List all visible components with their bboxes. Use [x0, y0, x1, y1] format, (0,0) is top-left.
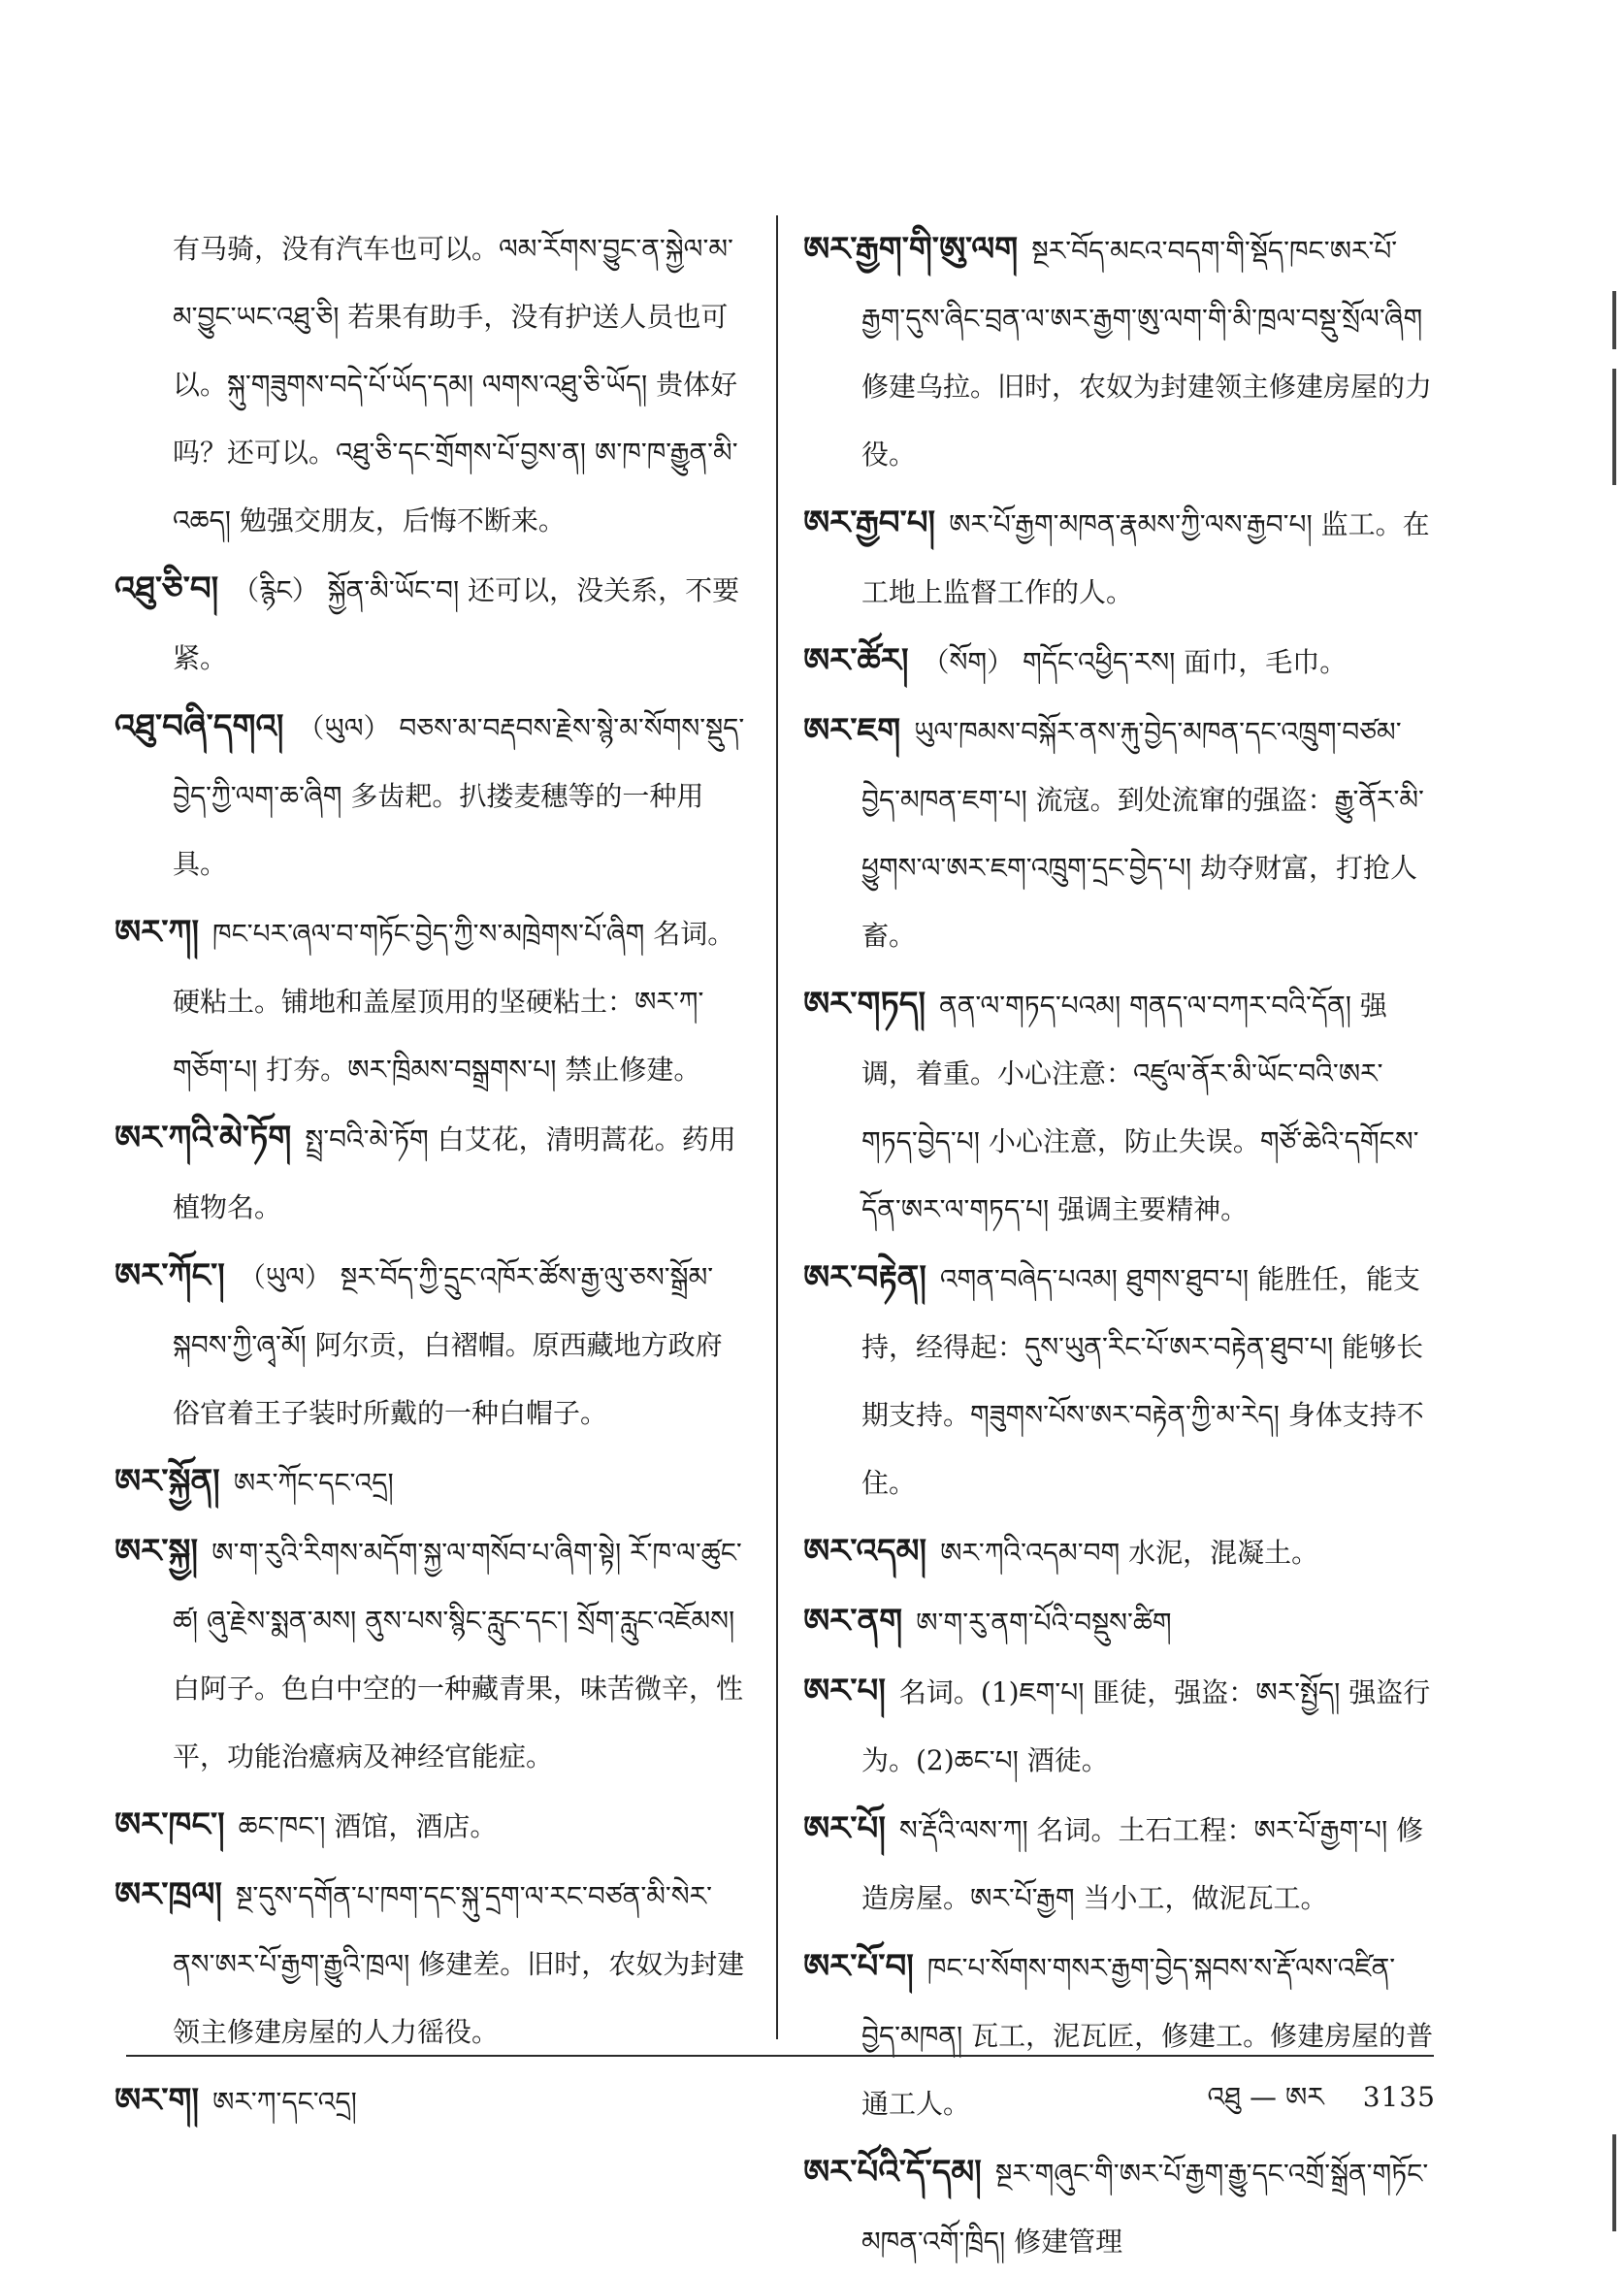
dictionary-entry	[803, 697, 1434, 970]
entry-headword: ཨར་སྐྱ།	[114, 1532, 199, 1571]
entry-definition: ནན་ལ་གཏད་པའམ། གནད་ལ་བཀར་བའི་དོན། 强调，着重。小心注意：འཛུལ་ནོར་མི་ཡོང་བའི་ཨར་གཏད་བྱེད་པ། 小心注意，防止失误。གཙོ་ཆེའི་དགོངས་དོན་ཨར་ལ་གཏད་པ། 强调主要精神。	[861, 990, 1419, 1225]
entry-definition: ཁང་པ་སོགས་གསར་རྒྱག་བྱེད་སྐབས་ས་རྡོ་ལས་འཛིན་བྱེད་མཁན། 瓦工，泥瓦匠，修建工。修建房屋的普通工人。	[861, 1952, 1434, 2120]
entry-definition: སྔར་བོད་མངའ་བདག་གི་སྡོད་ཁང་ཨར་པོ་རྒྱག་དུས་ཞིང་བྲན་ལ་ཨར་རྒྱག་ཨུ་ལག་གི་མི་ཁྲལ་བསྡུ་སྲོལ་ཞིག 修建乌拉。旧时，农奴为封建领主修建房屋的力役。	[861, 235, 1433, 471]
dictionary-entry	[803, 627, 1434, 697]
left-column	[114, 215, 747, 2136]
continuation-text: 有马骑，没有汽车也可以。ལམ་ཪོགས་བྱུང་ན་སྐྱེལ་མ་མ་བྱུང་ཡང་འཐུ་ཅི། 若果有助手，没有护送人员也可以。སྐུ་གཟུགས་བདེ་པོ་ཡོད་དམ། ལགས་འཐུ་ཅི་ཡོད། 贵体好吗？还可以。འཐུ་ཅི་དང་གྲོགས་པོ་བྱས་ན། ཨ་ཁ་ཁ་རྒྱུན་མི་འཆད། 勉强交朋友，后悔不断来。	[173, 233, 738, 536]
entry-definition: འགན་བཞེད་པའམ། ཐུགས་ཐུབ་པ། 能胜任，能支持，经得起：དུས་ཡུན་རིང་པོ་ཨར་བརྟེན་ཐུབ་པ། 能够长期支持。གཟུགས་པོས་ཨར་བརྟེན་ཀྱི་མ་རེད། 身体支持不住。	[861, 1263, 1424, 1499]
entry-headword: ཨར་ཚོར།	[803, 641, 909, 680]
dictionary-entry	[114, 1104, 747, 1242]
entry-headword: ཨར་པོ་བ།	[803, 1947, 914, 1986]
dictionary-entry	[803, 215, 1434, 489]
entry-definition: ཨ་ག་རུ་ནག་པོའི་བསྡུས་ཚིག	[916, 1607, 1172, 1639]
dictionary-entry	[114, 898, 747, 1104]
dictionary-entry	[114, 1517, 747, 1791]
dictionary-entry	[803, 489, 1434, 627]
entry-definition: （ཡུལ） སྔར་བོད་ཀྱི་དྲུང་འཁོར་ཚོས་རྒྱ་ལུ་ཅས་སྒྲོམ་སྐབས་ཀྱི་ཞྭ་མོ། 阿尔贡，白褶帽。原西藏地方政府俗官着王子装时所戴的一种白帽子。	[173, 1261, 723, 1429]
entry-headword: ཨར་ནག	[803, 1602, 903, 1641]
column-divider	[776, 215, 778, 2039]
dictionary-entry	[803, 1657, 1434, 1795]
dictionary-entry	[114, 1447, 747, 1517]
entry-headword: ཨར་ཁྲལ།	[114, 1875, 222, 1914]
dictionary-entry	[803, 1517, 1434, 1587]
entry-definition: སྔར་གཞུང་གི་ཨར་པོ་རྒྱག་རྒྱུ་དང་འགྲོ་སྒྲོན་གཏོང་མཁན་འགོ་ཁྲིད། 修建管理	[861, 2158, 1429, 2258]
dictionary-entry	[803, 2138, 1434, 2276]
left-entries	[114, 555, 747, 2136]
dictionary-entry	[114, 693, 747, 898]
entry-headword: ཨར་ག།	[114, 2081, 200, 2120]
entry-headword: འཐུ་ཅི་བ།	[114, 569, 219, 608]
entry-headword: ཨར་ཀ།	[114, 913, 200, 952]
dictionary-entry	[114, 1861, 747, 2066]
entry-definition: ཨར་ཀ་དང་འདྲ།	[212, 2086, 357, 2118]
entry-headword: ཨར་རྒྱག་གི་ཨུ་ལག	[803, 230, 1019, 269]
entry-definition: （ཡུལ） བཅས་མ་བརྡབས་རྗེས་སྙེ་མ་སོགས་སྡུད་བྱེད་ཀྱི་ལག་ཆ་ཞིག 多齿耙。扒搂麦穗等的一种用具。	[173, 712, 745, 880]
page-footer	[1164, 2066, 1436, 2143]
entry-definition: ཨར་ཀོང་དང་འདྲ།	[233, 1467, 394, 1499]
entry-definition: ཡུལ་ཁམས་བསྐོར་ནས་རྐུ་བྱེད་མཁན་དང་འཁྲུག་བཙམ་བྱེད་མཁན་ཇག་པ། 流寇。到处流窜的强盗：རྒྱུ་ནོར་མི་ཕྱུགས་ལ་ཨར་ཇག་འཁྲུག་དྲང་བྱེད་པ། 劫夺财富，打抢人畜。	[861, 716, 1424, 952]
right-entries	[803, 215, 1434, 2276]
entry-headword: ཨར་པོའི་དོ་དམ།	[803, 2153, 982, 2192]
page-number: 3135	[1362, 2081, 1436, 2113]
dictionary-entry	[114, 555, 747, 693]
entry-headword: ཨར་ཀོང་།	[114, 1256, 225, 1295]
entry-headword: ཨར་གཏད།	[803, 985, 926, 1024]
entry-definition: ཨ་ག་རུའི་རིགས་མདོག་སྐྱ་ལ་གསོབ་པ་ཞིག་སྟེ། རོ་ཁ་ལ་ཚུང་ཚ། ཞུ་རྗེས་སྨན་མས། ནུས་པས་སྙིང་རླུང་དང་། སྲོག་རླུང་འཇོམས། 白阿子。色白中空的一种藏青果，味苦微辛，性平，功能治癔病及神经官能症。	[173, 1537, 744, 1772]
entry-headword: ཨར་པ།	[803, 1672, 886, 1710]
entry-headword: འཐུ་བཞི་དགའ།	[114, 707, 284, 746]
entry-definition: ས་རྡོའི་ལས་ཀ། 名词。土石工程：ཨར་པོ་རྒྱག་པ། 修造房屋。ཨར་པོ་རྒྱག 当小工，做泥瓦工。	[861, 1814, 1424, 1914]
entry-definition: 名词。(1)ཇག་པ། 匪徒，强盗：ཨར་སྤྱོད། 强盗行为。(2)ཆང་པ། 酒徒。	[861, 1676, 1431, 1776]
page-range: འཐུ — ཨར	[1207, 2081, 1324, 2113]
entry-headword: ཨར་བརྟེན།	[803, 1258, 926, 1297]
footer-rule	[126, 2055, 1434, 2057]
entry-definition: （རྙིང） སྐྱོན་མི་ཡོང་བ། 还可以，没关系，不要紧。	[173, 574, 740, 674]
entry-headword: ཨར་ཀའི་མེ་ཏོག	[114, 1119, 292, 1157]
scan-edge-mark	[1612, 291, 1616, 349]
entry-headword: ཨར་སྐྱོན།	[114, 1462, 220, 1501]
entry-headword: ཨར་ཁང་།	[114, 1805, 225, 1844]
entry-definition: ཆང་ཁང་། 酒馆，酒店。	[238, 1810, 498, 1842]
entry-definition: སྔ་དུས་དགོན་པ་ཁག་དང་སྐུ་དྲག་ལ་རང་བཙན་མི་སེར་ནས་ཨར་པོ་རྒྱག་རྒྱུའི་ཁྲལ། 修建差。旧时，农奴为封建领主修建房屋的人力徭役。	[173, 1880, 745, 2048]
entry-definition: ཨར་ཀའི་འདམ་བག 水泥，混凝土。	[940, 1537, 1319, 1569]
entry-definition: སྤྲ་བའི་མེ་ཏོག 白艾花，清明蒿花。药用植物名。	[173, 1123, 736, 1223]
dictionary-entry	[114, 1791, 747, 1861]
entry-definition: ཨར་པོ་རྒྱག་མཁན་རྣམས་ཀྱི་ལས་རྒྱབ་པ། 监工。在工地上监督工作的人。	[861, 508, 1430, 608]
dictionary-entry	[803, 1244, 1434, 1517]
dictionary-entry	[803, 1587, 1434, 1657]
entry-headword: ཨར་པོ།	[803, 1809, 886, 1848]
dictionary-entry	[114, 2066, 747, 2136]
dictionary-entry	[114, 1242, 747, 1447]
dictionary-entry	[803, 970, 1434, 1244]
right-column	[803, 215, 1434, 2276]
entry-headword: ཨར་ཇག	[803, 711, 901, 750]
scan-edge-mark	[1612, 2134, 1616, 2231]
entry-headword: ཨར་འདམ།	[803, 1532, 927, 1571]
dictionary-entry	[803, 1795, 1434, 1933]
entry-definition: （སོག） གདོང་འཕྱིད་རས། 面巾，毛巾。	[922, 646, 1348, 678]
entry-definition: ཁང་པར་ཞལ་བ་གཏོང་བྱེད་ཀྱི་ས་མཁྲེགས་པོ་ཞིག 名词。硬粘土。铺地和盖屋顶用的坚硬粘土：ཨར་ཀ་གཅོག་པ། 打夯。ཨར་ཁྲིམས་བསྒྲགས་པ། 禁止修建。	[173, 918, 735, 1086]
entry-headword: ཨར་རྒྱབ་པ།	[803, 504, 936, 542]
scan-edge-mark	[1612, 369, 1616, 485]
